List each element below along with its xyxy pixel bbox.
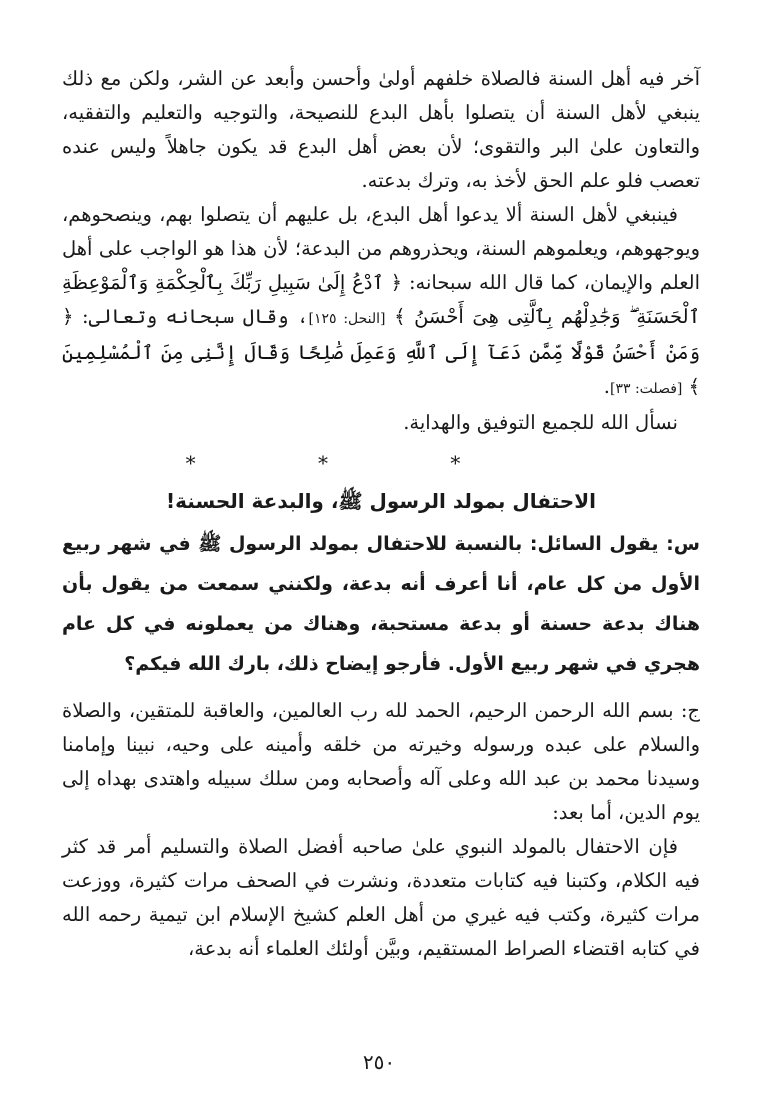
answer-paragraph-2: فإن الاحتفال بالمولد النبوي علىٰ صاحبه أفضل الصلاة والتسليم أمر قد كثر فيه الكلام، وكتبنا فيه كتابات متعددة، ونشرت في الصحف مرات كثيرة، ووزعت مرات كثيرة، وكتب فيه غيري من أهل العلم كشيخ الإسلام ابن تيمية رحمه الله في كتابه اقتضاء الصراط المستقيم، وبيَّن أولئك العلماء أنه بدعة، [62,835,700,960]
paragraph-2-middle: ، وقال سبحانه وتعالى: [82,305,309,328]
page-content [62,62,700,966]
page-number: ٢٥٠ [362,1050,396,1074]
quran-verse-nahl: ﴿ ٱدْعُ إِلَىٰ سَبِيلِ رَبِّكَ بِٱلْحِكْمَةِ وَٱلْمَوْعِظَةِ ٱلْحَسَنَةِ ۖ وَجَٰدِلْهُم بِٱلَّتِى هِىَ أَحْسَنُ ﴾ [62,271,701,328]
verse-reference-nahl: [النحل: ١٢٥] [308,311,386,327]
paragraph-2 [62,198,700,406]
quran-verse-fussilat: ﴿ وَمَنْ أَحْسَنُ قَوْلًا مِّمَّن دَعَآ إِلَى ٱللَّهِ وَعَمِلَ صَٰلِحًا وَقَالَ إِنَّنِى مِنَ ٱلْمُسْلِمِينَ ﴾ [62,305,700,398]
verse-reference-fussilat: [فصلت: ٣٣] [610,381,683,397]
paragraph-1: آخر فيه أهل السنة فالصلاة خلفهم أولىٰ وأحسن وأبعد عن الشر، ولكن مع ذلك ينبغي لأهل السنة أن يتصلوا بأهل البدع للنصيحة، والتوجيه والتعليم والتفقيه، والتعاون علىٰ البر والتقوى؛ لأن بعض أهل البدع قد يكون جاهلاً وليس عنده تعصب فلو علم الحق لأخذ به، وترك بدعته. [62,67,700,192]
section-separator: * * * [185,451,519,475]
answer-paragraph-1: ج: بسم الله الرحمن الرحيم، الحمد لله رب العالمين، والعاقبة للمتقين، والصلاة والسلام على عبده ورسوله وخيرته من خلقه وأمينه على وحيه، نبينا وإمامنا وسيدنا محمد بن عبد الله وعلى آله وأصحابه ومن سلك سبيله واهتدى بهداه إلى يوم الدين، أما بعد: [62,699,700,824]
paragraph-2-end: . [603,375,610,398]
paragraph-2-intro: فينبغي لأهل السنة ألا يدعوا أهل البدع، بل عليهم أن يتصلوا بهم، وينصحوهم، ويوجهوهم، ويعلموهم السنة، ويحذروهم من البدعة؛ لأن هذا هو الواجب على أهل العلم والإيمان، كما قال الله سبحانه: [62,203,701,294]
section-title: الاحتفال بمولد الرسول ﷺ، والبدعة الحسنة! [166,489,596,513]
question-text: س: يقول السائل: بالنسبة للاحتفال بمولد الرسول ﷺ في شهر ربيع الأول من كل عام، أنا أعرف أنه بدعة، ولكنني سمعت من يقول بأن هناك بدعة حسنة أو بدعة مستحبة، وهناك من يعملونه في كل عام هجري في شهر ربيع الأول. فأرجو إيضاح ذلك، بارك الله فيكم؟ [62,533,700,675]
paragraph-3: نسأل الله للجميع التوفيق والهداية. [403,411,678,434]
